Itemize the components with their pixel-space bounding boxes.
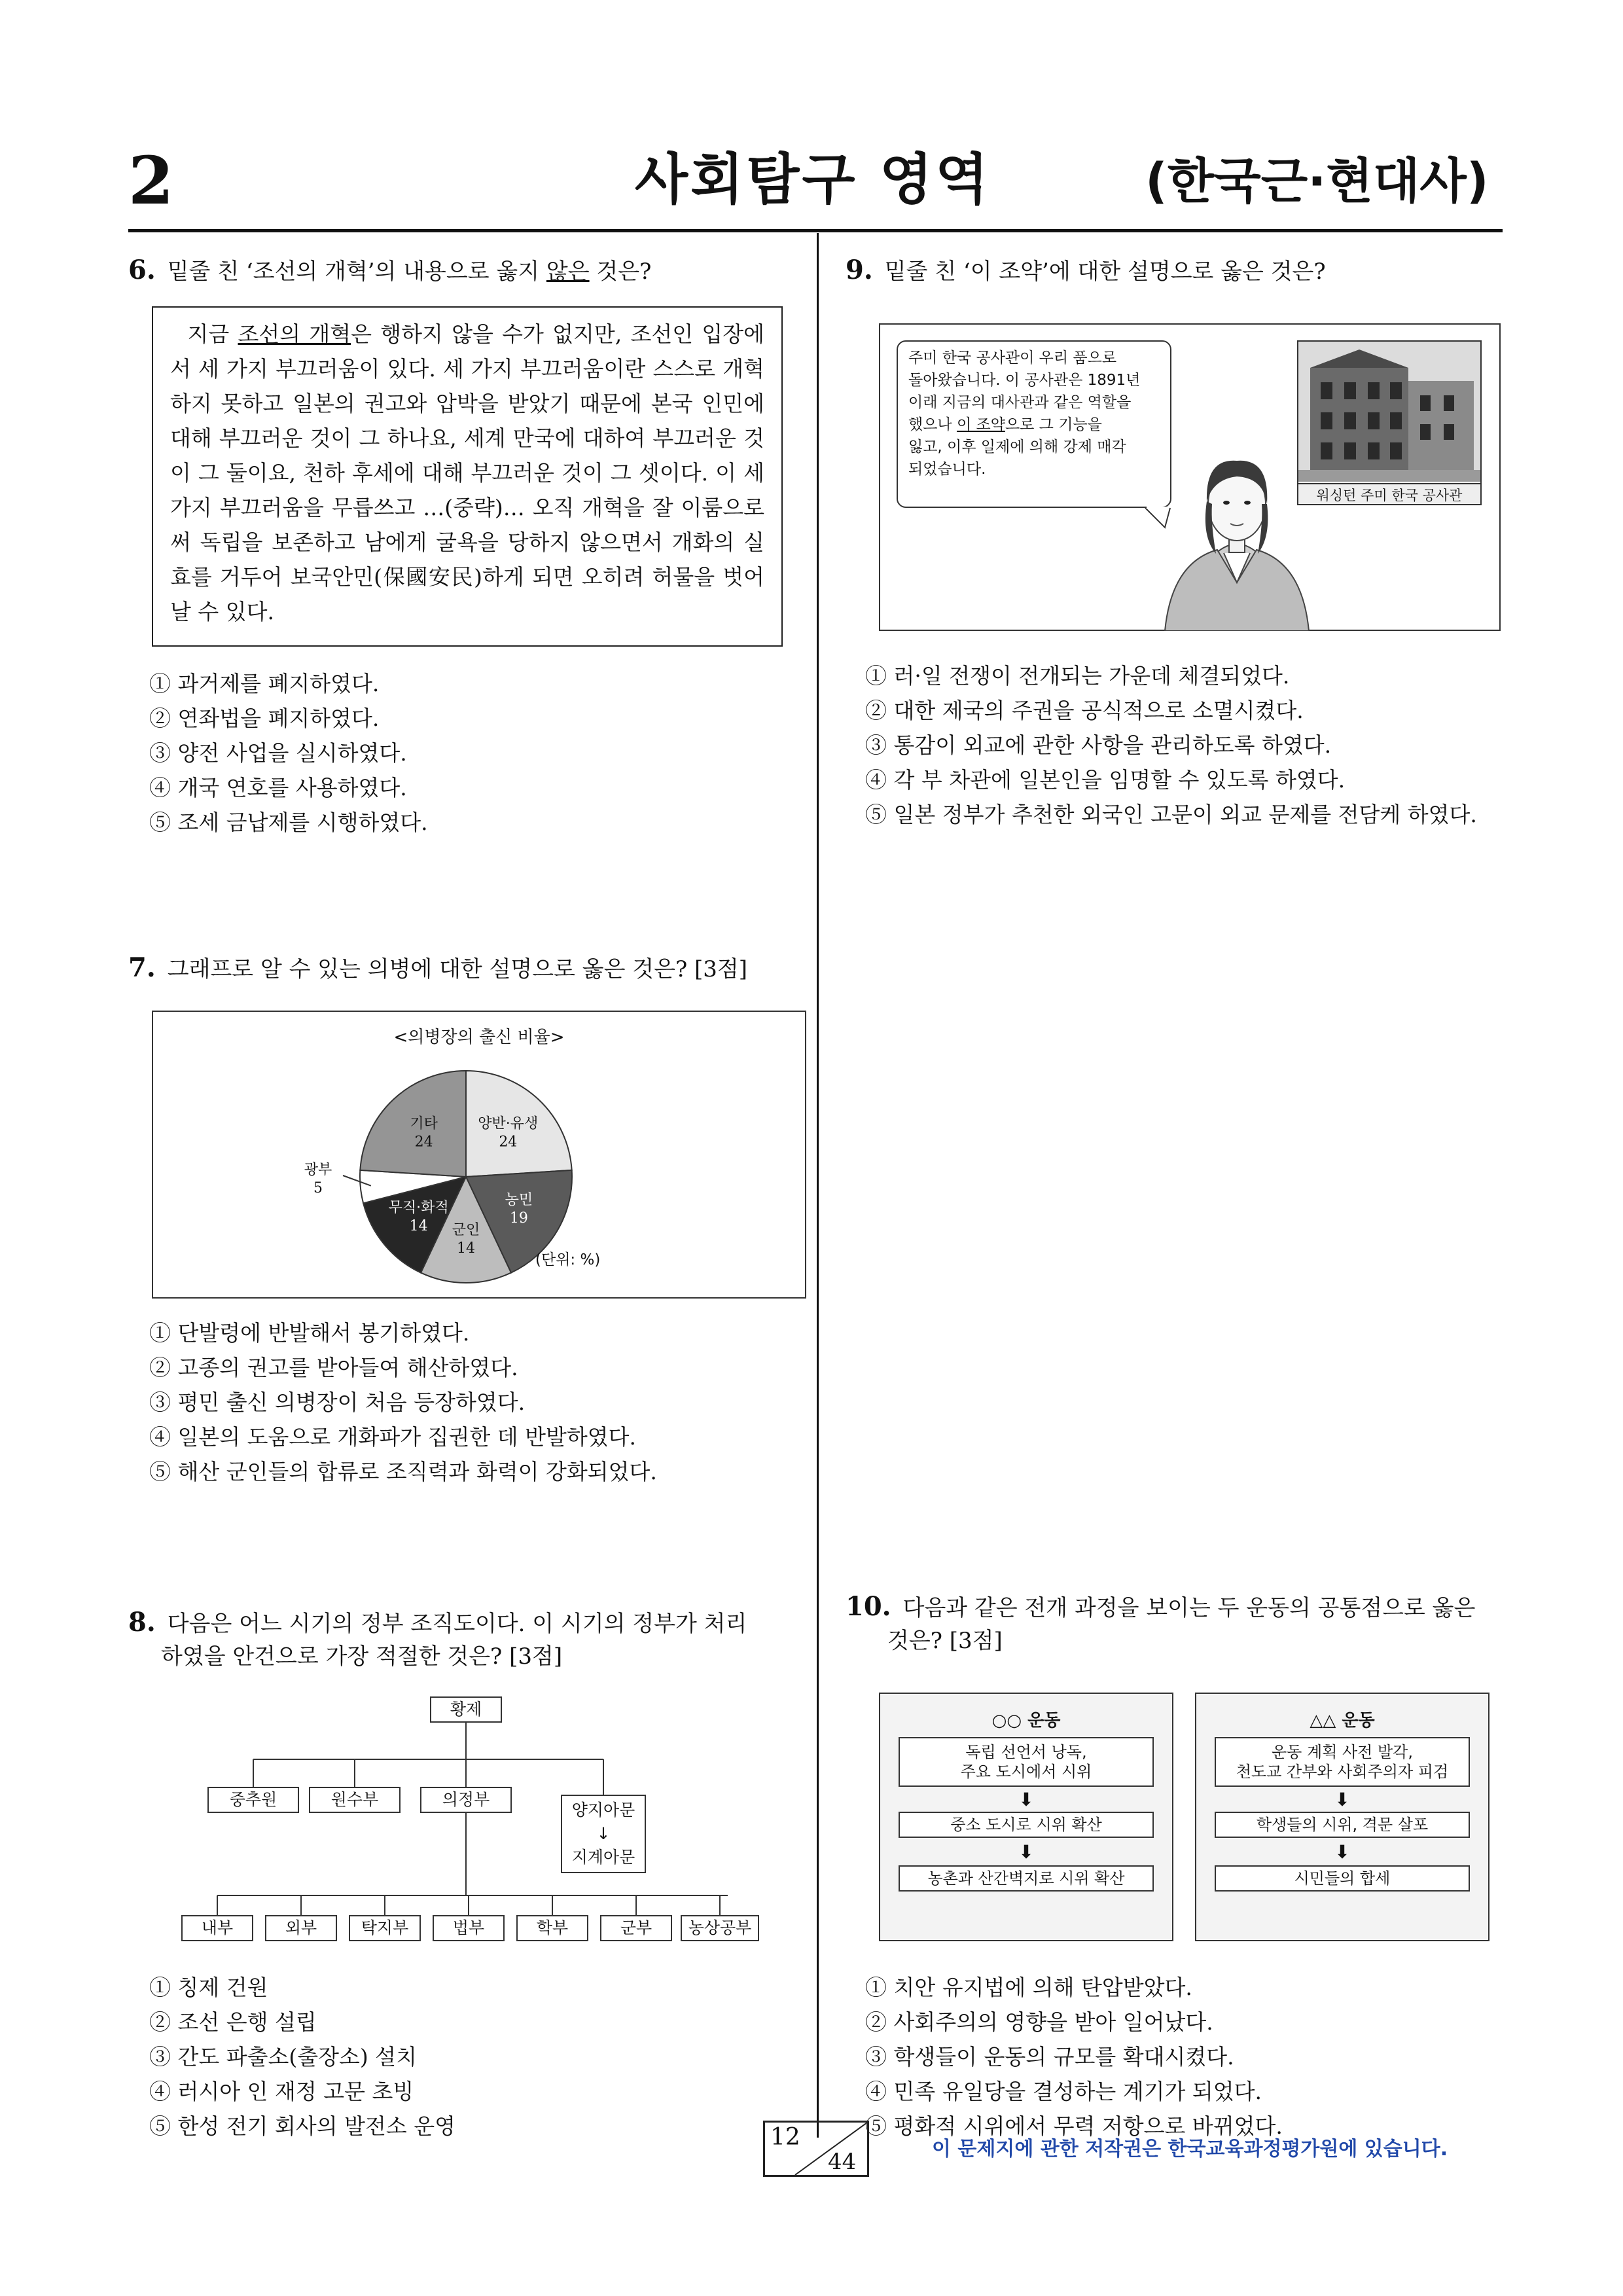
choice[interactable]: ③ 간도 파출소(출장소) 설치 xyxy=(149,2044,417,2070)
choice[interactable]: ④ 민족 유일당을 결성하는 계기가 되었다. xyxy=(865,2079,1262,2104)
flow-step: 운동 계획 사전 발각, 천도교 간부와 사회주의자 피검 xyxy=(1215,1737,1470,1787)
org-ministry: 군부 xyxy=(600,1915,672,1941)
choice[interactable]: ④ 각 부 차관에 일본인을 임명할 수 있도록 하였다. xyxy=(865,767,1346,793)
exam-title: 사회탐구 영역 xyxy=(635,147,991,211)
speech-bubble: 주미 한국 공사관이 우리 품으로 돌아왔습니다. 이 공사관은 1891년 이래 지금의 대사관과 같은 역할을 했으나 이 조약으로 그 기능을 잃고, 이후 일제에 의해 강제 매각 되었습니다. xyxy=(897,340,1171,508)
org-node: 원수부 xyxy=(309,1787,401,1813)
chart-title: <의병장의 출신 비율> xyxy=(393,1028,565,1047)
choice[interactable]: ⑤ 해산 군인들의 합류로 조직력과 화력이 강화되었다. xyxy=(149,1459,657,1484)
org-ministry: 탁지부 xyxy=(349,1915,421,1941)
org-emperor: 황제 xyxy=(430,1696,502,1723)
flow-step: 독립 선언서 낭독, 주요 도시에서 시위 xyxy=(899,1737,1154,1787)
arrow-down-icon: ⬇ xyxy=(1018,1841,1034,1863)
question-8-stem: 8. 다음은 어느 시기의 정부 조직도이다. 이 시기의 정부가 처리 하였을 안건으로 가장 적절한 것은? [3점] xyxy=(128,1607,747,1670)
question-7-number: 7. xyxy=(128,952,156,983)
choice[interactable]: ① 단발령에 반발해서 봉기하였다. xyxy=(149,1320,470,1346)
pie-chart xyxy=(152,1011,806,1299)
org-node: 의정부 xyxy=(420,1787,512,1813)
org-chart xyxy=(152,1689,806,1957)
choice[interactable]: ② 사회주의의 영향을 받아 일어났다. xyxy=(865,2009,1213,2035)
photo-caption: 워싱턴 주미 한국 공사관 xyxy=(1297,483,1482,505)
choice[interactable]: ⑤ 조세 금납제를 시행하였다. xyxy=(149,810,428,835)
choice[interactable]: ④ 일본의 도움으로 개화파가 집권한 데 반발하였다. xyxy=(149,1424,636,1450)
slice-label: 광부 xyxy=(304,1162,332,1178)
flow-step: 학생들의 시위, 격문 살포 xyxy=(1215,1812,1470,1838)
question-9-stem: 9. 밑줄 친 ‘이 조약’에 대한 설명으로 옳은 것은? xyxy=(846,255,1326,285)
choice[interactable]: ① 러·일 전쟁이 전개되는 가운데 체결되었다. xyxy=(865,663,1290,689)
org-ministry: 학부 xyxy=(516,1915,588,1941)
question-8-choices xyxy=(149,1970,455,2144)
arrow-down-icon: ⬇ xyxy=(1334,1841,1350,1863)
flow-step: 농촌과 산간벽지로 시위 확산 xyxy=(899,1865,1154,1892)
question-10-choices xyxy=(865,1970,1283,2144)
building-icon xyxy=(1298,342,1480,482)
slice-label: 군인 xyxy=(452,1221,480,1238)
org-ministry: 내부 xyxy=(181,1915,253,1941)
question-7-stem: 7. 그래프로 알 수 있는 의병에 대한 설명으로 옳은 것은? [3점] xyxy=(128,952,747,983)
org-ministry: 농상공부 xyxy=(681,1915,759,1941)
choice[interactable]: ③ 학생들이 운동의 규모를 확대시켰다. xyxy=(865,2044,1234,2070)
org-node: 중추원 xyxy=(207,1787,299,1813)
movement-title-left: ○○ 운동 xyxy=(991,1711,1061,1731)
slice-value: 5 xyxy=(313,1180,323,1196)
page-indicator xyxy=(763,2121,869,2177)
choice[interactable]: ④ 러시아 인 재정 고문 초빙 xyxy=(149,2079,414,2104)
question-10-number: 10. xyxy=(846,1591,891,1622)
flow-step: 중소 도시로 시위 확산 xyxy=(899,1812,1154,1838)
choice[interactable]: ⑤ 일본 정부가 추천한 외국인 고문이 외교 문제를 전담케 하였다. xyxy=(865,802,1477,827)
question-6-choices xyxy=(149,666,428,840)
slice-label: 무직·화적 xyxy=(388,1199,449,1216)
column-divider xyxy=(817,233,819,2138)
slice-label: 기타 xyxy=(410,1115,438,1132)
presenter-illustration xyxy=(1158,419,1315,631)
arrow-down-icon: ⬇ xyxy=(1334,1789,1350,1810)
choice[interactable]: ① 과거제를 폐지하였다. xyxy=(149,671,380,696)
choice[interactable]: ③ 평민 출신 의병장이 처음 등장하였다. xyxy=(149,1390,526,1415)
question-8-number: 8. xyxy=(128,1607,156,1638)
org-side-box: 양지아문 ↓ 지계아문 xyxy=(561,1795,646,1873)
question-9-choices xyxy=(865,658,1477,832)
question-6-passage: 지금 조선의 개혁은 행하지 않을 수가 없지만, 조선인 입장에서 세 가지 부끄러움이 있다. 세 가지 부끄러움이란 스스로 개혁하지 못하고 일본의 권고와 압박을 받았기 때문에 본국 인민에 대해 부끄러운 것이 그 하나요, 세계 만국에 대하여 부끄러운 것이 그 둘이요, 천하 후세에 대해 부끄러운 것이 그 셋이다. 이 세 가지 부끄러움을 무릅쓰고 …(중략)… 오직 개혁을 잘 이룸으로써 독립을 보존하고 남에게 굴욕을 당하지 않으면서 개화의 실효를 거두어 보국안민(保國安民)하게 되면 오히려 허물을 벗어날 수 있다. xyxy=(152,306,783,647)
choice[interactable]: ③ 양전 사업을 실시하였다. xyxy=(149,740,407,766)
slice-value: 24 xyxy=(414,1134,433,1151)
choice[interactable]: ② 연좌법을 폐지하였다. xyxy=(149,706,380,731)
chart-unit: (단위: %) xyxy=(535,1251,601,1268)
header-rule xyxy=(128,229,1503,232)
slice-value: 14 xyxy=(457,1240,475,1257)
choice[interactable]: ① 치안 유지법에 의해 탄압받았다. xyxy=(865,1975,1192,2000)
org-ministry: 법부 xyxy=(433,1915,505,1941)
slice-value: 24 xyxy=(499,1134,518,1151)
choice[interactable]: ⑤ 평화적 시위에서 무력 저항으로 바뀌었다. xyxy=(865,2113,1283,2139)
arrow-down-icon: ⬇ xyxy=(1018,1789,1034,1810)
copyright-notice: 이 문제지에 관한 저작권은 한국교육과정평가원에 있습니다. xyxy=(932,2138,1448,2161)
movement-flow-left xyxy=(879,1693,1173,1941)
page-current: 12 xyxy=(770,2124,800,2151)
question-10-stem: 10. 다음과 같은 전개 과정을 보이는 두 운동의 공통점으로 옳은 것은? [3점] xyxy=(846,1591,1476,1654)
question-9-number: 9. xyxy=(846,255,873,285)
exam-subject: (한국근·현대사) xyxy=(1145,153,1489,209)
choice[interactable]: ② 고종의 권고를 받아들여 해산하였다. xyxy=(149,1355,518,1380)
question-6-stem: 6. 밑줄 친 ‘조선의 개혁’의 내용으로 옳지 않은 것은? xyxy=(128,255,652,285)
legation-photo xyxy=(1297,340,1482,505)
page-number: 2 xyxy=(128,142,174,219)
choice[interactable]: ① 칭제 건원 xyxy=(149,1975,268,2000)
choice[interactable]: ⑤ 한성 전기 회사의 발전소 운영 xyxy=(149,2113,455,2139)
choice[interactable]: ② 조선 은행 설립 xyxy=(149,2009,317,2035)
slice-label: 양반·유생 xyxy=(478,1115,539,1132)
choice[interactable]: ④ 개국 연호를 사용하였다. xyxy=(149,775,407,800)
choice[interactable]: ② 대한 제국의 주권을 공식적으로 소멸시켰다. xyxy=(865,698,1304,723)
question-6-number: 6. xyxy=(128,255,156,285)
flow-step: 시민들의 합세 xyxy=(1215,1865,1470,1892)
slice-label: 농민 xyxy=(505,1191,533,1208)
page-total: 44 xyxy=(828,2149,857,2175)
slice-value: 14 xyxy=(409,1217,428,1234)
movement-title-right: △△ 운동 xyxy=(1310,1711,1375,1731)
movement-flow-right xyxy=(1195,1693,1489,1941)
slice-value: 19 xyxy=(509,1210,528,1227)
org-ministry: 외부 xyxy=(265,1915,337,1941)
choice[interactable]: ③ 통감이 외교에 관한 사항을 관리하도록 하였다. xyxy=(865,732,1332,758)
question-7-choices xyxy=(149,1316,657,1489)
